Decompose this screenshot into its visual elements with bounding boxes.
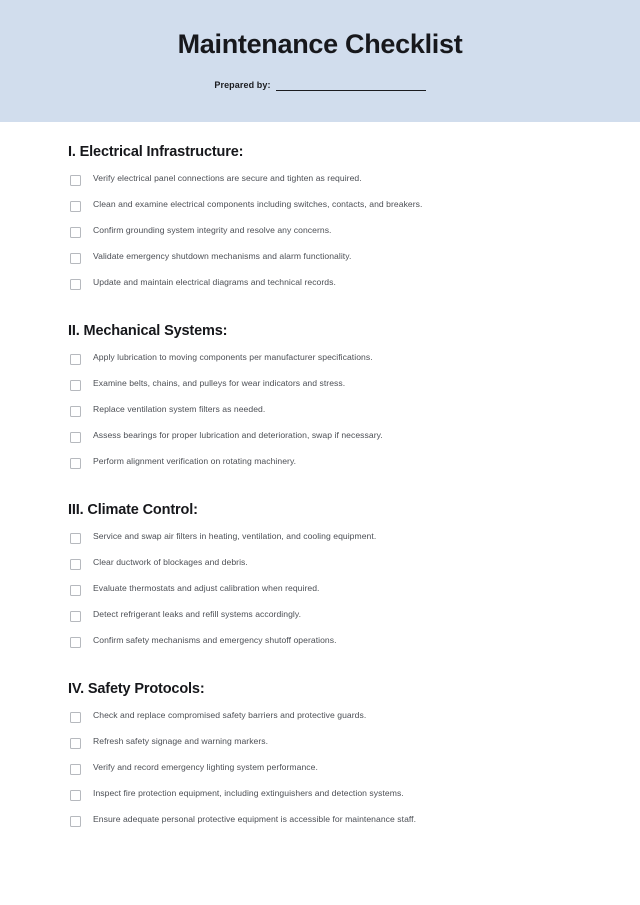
checklist-items	[0, 174, 640, 290]
list-item[interactable]	[0, 431, 640, 443]
list-item[interactable]	[0, 558, 640, 570]
list-item-label: Clean and examine electrical components including switches, contacts, and breakers.	[93, 199, 423, 209]
list-item-label: Replace ventilation system filters as needed.	[93, 404, 266, 414]
list-item[interactable]	[0, 737, 640, 749]
list-item[interactable]	[0, 174, 640, 186]
checkbox-icon[interactable]	[70, 816, 81, 827]
checkbox-icon[interactable]	[70, 201, 81, 212]
list-item-label: Service and swap air filters in heating, ventilation, and cooling equipment.	[93, 531, 377, 541]
checkbox-icon[interactable]	[70, 738, 81, 749]
list-item-label: Validate emergency shutdown mechanisms and alarm functionality.	[93, 251, 352, 261]
checkbox-icon[interactable]	[70, 637, 81, 648]
section-heading: III. Climate Control:	[68, 502, 198, 518]
checkbox-icon[interactable]	[70, 585, 81, 596]
section-divider-spacer	[0, 483, 640, 502]
list-item[interactable]	[0, 278, 640, 290]
page-title: Maintenance Checklist	[177, 29, 463, 59]
checkbox-icon[interactable]	[70, 380, 81, 391]
checkbox-icon[interactable]	[70, 559, 81, 570]
list-item[interactable]	[0, 763, 640, 775]
list-item-label: Perform alignment verification on rotating machinery.	[93, 456, 297, 466]
section-safety-protocols	[0, 681, 640, 827]
list-item[interactable]	[0, 252, 640, 264]
list-item-label: Verify electrical panel connections are secure and tighten as required.	[93, 173, 362, 183]
section-heading: I. Electrical Infrastructure:	[68, 144, 244, 160]
checkbox-icon[interactable]	[70, 279, 81, 290]
prepared-by-row	[0, 80, 640, 91]
list-item-label: Clear ductwork of blockages and debris.	[93, 557, 248, 567]
checkbox-icon[interactable]	[70, 458, 81, 469]
checkbox-icon[interactable]	[70, 533, 81, 544]
checkbox-icon[interactable]	[70, 406, 81, 417]
list-item[interactable]	[0, 584, 640, 596]
list-item[interactable]	[0, 405, 640, 417]
section-divider-spacer	[0, 304, 640, 323]
list-item[interactable]	[0, 610, 640, 622]
list-item-label: Refresh safety signage and warning markers.	[93, 736, 269, 746]
section-climate-control	[0, 502, 640, 648]
list-item-label: Confirm safety mechanisms and emergency shutoff operations.	[93, 635, 337, 645]
list-item-label: Apply lubrication to moving components per manufacturer specifications.	[93, 352, 373, 362]
list-item[interactable]	[0, 379, 640, 391]
checkbox-icon[interactable]	[70, 712, 81, 723]
checkbox-icon[interactable]	[70, 253, 81, 264]
checkbox-icon[interactable]	[70, 227, 81, 238]
checklist-items	[0, 353, 640, 469]
checklist-items	[0, 532, 640, 648]
list-item[interactable]	[0, 789, 640, 801]
checkbox-icon[interactable]	[70, 432, 81, 443]
section-divider-spacer	[0, 662, 640, 681]
checkbox-icon[interactable]	[70, 790, 81, 801]
list-item-label: Confirm grounding system integrity and resolve any concerns.	[93, 225, 332, 235]
list-item[interactable]	[0, 200, 640, 212]
list-item[interactable]	[0, 815, 640, 827]
list-item[interactable]	[0, 226, 640, 238]
section-mechanical-systems	[0, 323, 640, 469]
section-heading: II. Mechanical Systems:	[68, 323, 228, 339]
section-electrical-infrastructure	[0, 144, 640, 290]
list-item[interactable]	[0, 457, 640, 469]
prepared-by-label: Prepared by:	[214, 80, 271, 91]
checkbox-icon[interactable]	[70, 611, 81, 622]
list-item-label: Evaluate thermostats and adjust calibration when required.	[93, 583, 320, 593]
checkbox-icon[interactable]	[70, 175, 81, 186]
list-item-label: Check and replace compromised safety barriers and protective guards.	[93, 710, 367, 720]
checkbox-icon[interactable]	[70, 354, 81, 365]
list-item[interactable]	[0, 636, 640, 648]
list-item[interactable]	[0, 353, 640, 365]
checklist-body	[0, 122, 640, 827]
list-item-label: Verify and record emergency lighting system performance.	[93, 762, 318, 772]
checkbox-icon[interactable]	[70, 764, 81, 775]
list-item-label: Inspect fire protection equipment, including extinguishers and detection systems.	[93, 788, 404, 798]
list-item[interactable]	[0, 711, 640, 723]
list-item-label: Assess bearings for proper lubrication and deterioration, swap if necessary.	[93, 430, 383, 440]
prepared-by-input-line[interactable]	[276, 89, 426, 91]
list-item-label: Examine belts, chains, and pulleys for wear indicators and stress.	[93, 378, 346, 388]
list-item-label: Detect refrigerant leaks and refill systems accordingly.	[93, 609, 302, 619]
list-item-label: Ensure adequate personal protective equipment is accessible for maintenance staff.	[93, 814, 417, 824]
list-item-label: Update and maintain electrical diagrams and technical records.	[93, 277, 336, 287]
section-heading: IV. Safety Protocols:	[68, 681, 205, 697]
document-header	[0, 0, 640, 122]
checklist-items	[0, 711, 640, 827]
list-item[interactable]	[0, 532, 640, 544]
